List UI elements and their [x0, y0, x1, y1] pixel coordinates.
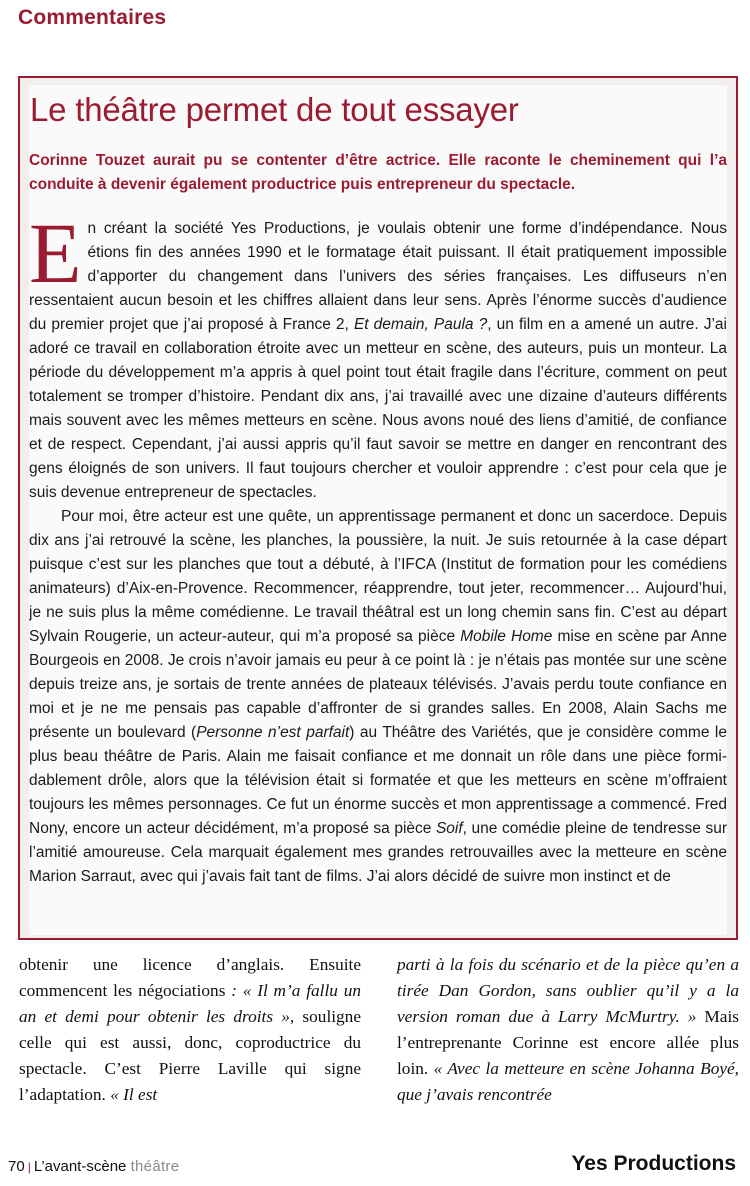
text-run: n créant la société Yes Productions, je voulais obtenir une forme d’indépendance. Nous étions fin des années 1990 et le formatage était puissant. Il était pratiquement impossible d’apporter du changement dans l’univers des séries françaises. Les diffuseurs n’en ressentaient aucun besoin et les chiffres allaient dans leur sens. Après l’énorme succès d’audience du premier projet que j’ai proposé à France 2,: [29, 220, 727, 333]
sidebar-content: [29, 85, 727, 935]
title-reference: Mobile Home: [460, 628, 553, 645]
text-run: , une comédie pleine de tendresse sur l’amitié amoureuse. Cela marquait également mes grandes retrouvailles avec la metteure en scène Marion Sarraut, avec qui j’avais fait tant de films. J’ai alors décidé de suivre mon instinct et de: [29, 820, 727, 885]
text-run: , souligne celle qui est aussi, donc, coproductrice du spectacle. C’est Pierre Laville qui signe l’adaptation.: [19, 1007, 361, 1104]
title-reference: Personne n’est parfait: [196, 724, 350, 741]
article-columns: [19, 952, 739, 1122]
text-run: , un film en a amené un autre. J’ai adoré ce travail en collaboration étroite avec un metteur en scène, des auteurs, puis un monteur. La période du développement m’a appris à quel point tout était fragile dans l’écriture, comment on peut totalement se tromper d’histoire. Pendant dix ans, j’ai travaillé avec une dizaine d’auteurs différents mais souvent avec les mêmes metteurs en scène. Nous avons noué des liens d’amitié, de confiance et de respect. Cependant, j’ai aussi appris qu’il faut savoir se mettre en danger en rencontrant des gens éloignés de son univers. Il faut toujours chercher et vouloir apprendre : c’est pour cela que je suis devenue entrepreneur de spectacles.: [29, 316, 727, 501]
publication-name: L’avant-scène: [33, 1158, 127, 1175]
column-left: [19, 952, 361, 1122]
quote-run: parti à la fois du scénario et de la pièce qu’en a tirée Dan Gordon, sans oublier qu’il y a la version roman due à Larry McMurtry. »: [397, 955, 739, 1026]
text-run: ) au Théâtre des Variétés, que je considère comme le plus beau théâtre de Paris. Alain me faisait confiance et me donnait un rôle dans une pièce formidablement drôle, alors que la télévision était si formatée et que les metteurs en scène m’offraient toujours les mêmes personnages. Ce fut un énorme succès et mon apprentissage a commencé. Fred Nony, encore un acteur décidément, m’a proposé sa pièce: [29, 724, 727, 837]
text-run: mise en scène par Anne Bourgeois en 2008. Je crois n’avoir jamais eu peur à ce point là : je n’étais pas montée sur une scène depuis treize ans, je sortais de trente années de plateaux télévisés. J’avais perdu toute confiance en moi et je ne me pensais pas capable d’affronter de si grandes salles. En 2008, Alain Sachs me présente un boulevard (: [29, 628, 727, 741]
column-left-text: [19, 952, 361, 1108]
quote-run: : « Il m’a fallu un an et demi pour obtenir les droits »: [19, 981, 361, 1026]
quote-run: « Il est: [110, 1085, 158, 1104]
text-run: obtenir une licence d’anglais. Ensuite commencent les négociations: [19, 955, 361, 1000]
quote-run: « Avec la metteure en scène Johanna Boyé, que j’avais rencontrée: [397, 1059, 739, 1104]
section-label: Commentaires: [18, 6, 167, 29]
box-standfirst: Corinne Touzet aurait pu se contenter d’être actrice. Elle raconte le cheminement qui l’a conduite à devenir également productrice puis entrepreneur du spectacle.: [29, 152, 727, 193]
title-reference: Soif: [435, 820, 463, 837]
publication-suffix: théâtre: [130, 1158, 180, 1175]
box-body: [29, 205, 727, 889]
box-paragraph-2: [29, 505, 727, 889]
page-footer: [8, 1152, 742, 1176]
sidebar-box: [18, 76, 738, 940]
folio: [8, 1158, 179, 1175]
page-number: 70: [8, 1158, 25, 1175]
title-reference: Et demain, Paula ?: [353, 316, 488, 333]
column-right-text: [397, 952, 739, 1108]
column-right: [397, 952, 739, 1122]
drop-cap: E: [29, 205, 82, 301]
box-paragraph-1: [29, 205, 727, 505]
text-run: Pour moi, être acteur est une quête, un apprentissage permanent et donc un sacerdoce. Depuis dix ans j’ai retrouvé la scène, les planches, la poussière, la nuit. Je suis retournée à la case départ puisque c’est sur les planches que tout a débuté, à l’IFCA (Institut de formation pour les comédiens animateurs) d’Aix-en-Provence. Recommencer, réapprendre, tout jeter, recommencer… Aujourd’hui, je ne suis plus la même comédienne. Le travail théâtral est un long chemin sans fin. C’est au départ Sylvain Rougerie, un acteur-auteur, qui m’a proposé sa pièce: [29, 508, 727, 645]
running-head: Yes Productions: [571, 1152, 736, 1175]
box-headline: Le théâtre permet de tout essayer: [30, 91, 519, 128]
text-run: Mais l’entreprenante Corinne est encore allée plus loin.: [397, 1007, 739, 1078]
folio-separator: |: [27, 1160, 31, 1174]
